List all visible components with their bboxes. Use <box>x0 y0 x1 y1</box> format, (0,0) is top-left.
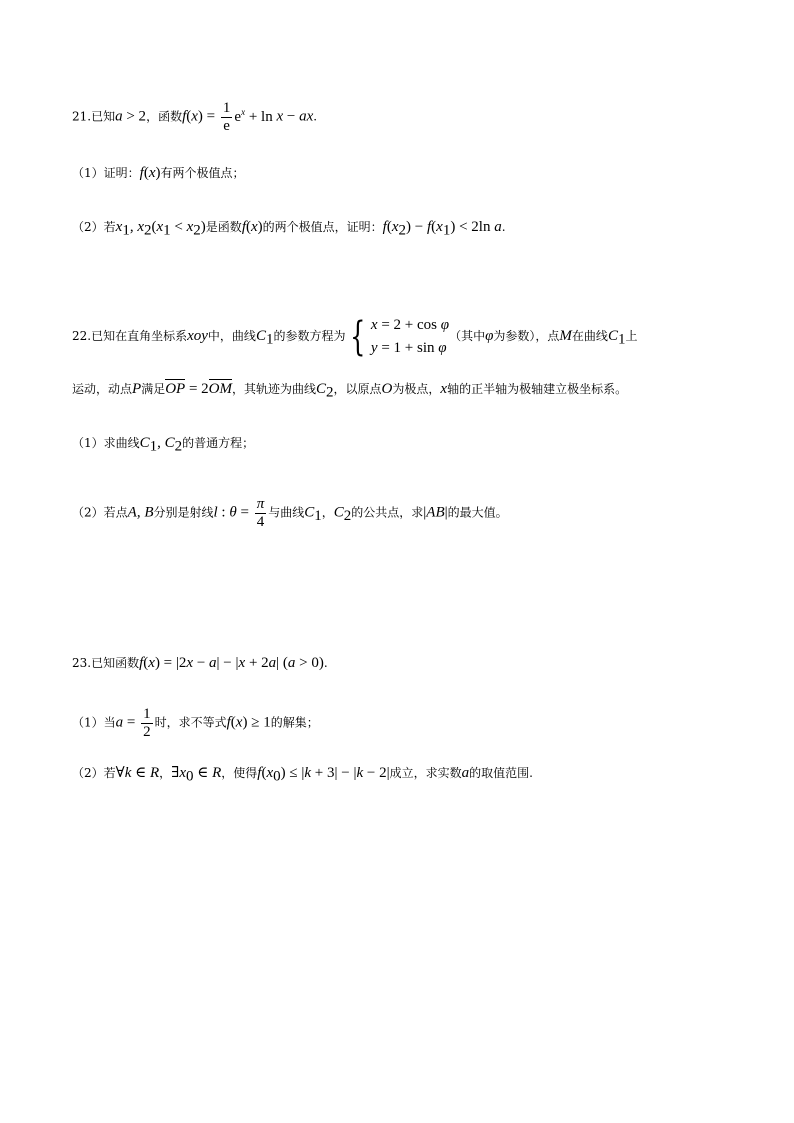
q23-part2: （2）若∀k ∈ R，$\exists x_0$ ∈ R，使得$f(x_0) \le |k + 3| - |k - 2|$成立，求实数a的取值范围. <box>72 765 533 785</box>
q21-part2: （2）若$x_1$, $x_2(x_1 < x_2)$是函数f(x)的两个极值点，证明：$f(x_2) - f(x_1) < 2\ln$ a. <box>72 219 506 239</box>
q22-stem-line1: 22.已知在直角坐标系xoy中，曲线$C_1$的参数方程为 { x = 2 + cos φ y = 1 + sin φ （其中φ为参数），点M在曲线$C_1$上 <box>72 313 638 360</box>
q21-part1: （1）证明：f(x)有两个极值点； <box>72 165 245 181</box>
q22-part2: （2）若点A, B分别是射线l : θ = $\frac{\pi}{4}$ 与曲线$C_1$，$C_2$的公共点，求|AB|的最大值。 <box>72 496 508 530</box>
q21-stem: 21.已知a > 2，函数f(x) = $\frac{1}{e}$ $e^x + \ln x$ − ax. <box>72 100 318 134</box>
q23-part1: （1）当a = $\frac{1}{2}$ 时，求不等式f(x) ≥ 1的解集； <box>72 706 319 740</box>
q23-stem: 23.已知函数f(x) = |2x − a| − |x + 2a| (a > 0). <box>72 655 328 671</box>
q22-stem-line2: 运动，动点P满足OP = 2OM，其轨迹为曲线$C_2$，以原点O为极点，x轴的正半轴为极轴建立极坐标系。 <box>72 381 628 401</box>
q22-part1: （1）求曲线$C_1$, $C_2$的普通方程； <box>72 435 255 455</box>
